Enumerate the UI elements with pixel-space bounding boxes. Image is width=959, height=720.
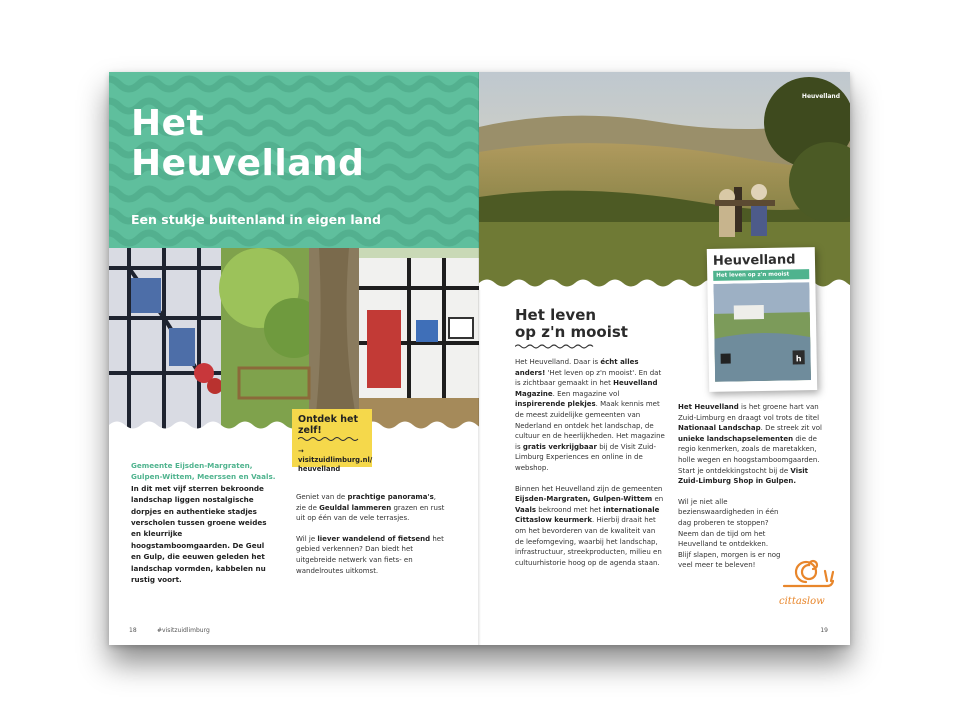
text-run: 'Het leven op z'n mooist'. En dat is zichtbaar gemaakt in het xyxy=(515,368,662,388)
discover-tag[interactable] xyxy=(292,409,373,473)
text-run: . De streek zit vol xyxy=(760,424,822,433)
text-run: en xyxy=(652,495,664,504)
section-badge: Heuvelland xyxy=(801,93,840,100)
tag-link[interactable] xyxy=(298,447,373,474)
paragraph xyxy=(678,402,828,487)
text-run: , zie de xyxy=(296,493,436,512)
page-number-left: 18 xyxy=(129,627,137,634)
text-run: die de regio kenmerken, zoals de maretakken, holle wegen en hoogstamboomgaarden. Start je ontdekkingstocht bij de xyxy=(678,434,820,475)
page-number-right: 19 xyxy=(820,627,828,634)
bold-run: écht alles anders! xyxy=(515,358,639,377)
section-title-line-1: Het leven xyxy=(515,306,597,324)
paragraph xyxy=(515,357,665,474)
bold-run: Nationaal Landschap xyxy=(678,424,761,433)
title-line-1: Het xyxy=(131,103,205,144)
right-column-1 xyxy=(515,357,665,578)
magazine-subtitle: Het leven op z'n mooist xyxy=(713,269,809,281)
text-run: Binnen het Heuvelland zijn de gemeenten xyxy=(515,484,663,493)
bold-run: liever wandelend of fietsend xyxy=(317,534,431,543)
magazine-title: Heuvelland xyxy=(712,252,796,269)
half-timbered-house-illustration xyxy=(109,248,479,432)
intro-body: In dit met vijf sterren bekroonde landschap liggen nostalgische dorpjes en authentieke stadjes verscholen tussen groene weides en kleurrijke hoogstamboomgaarden. De Geul en Gulp, die eeuwen geleden het landschap vormden, kabbelen nu rustig voort. xyxy=(131,483,267,585)
right-page xyxy=(479,72,850,645)
section-title-line-2: op z'n mooist xyxy=(515,323,628,341)
section-title xyxy=(515,307,628,341)
text-run: Het Heuvelland. Daar is xyxy=(515,358,601,366)
bold-run: internationale Cittaslow keurmerk xyxy=(515,505,660,525)
bold-run: Het Heuvelland xyxy=(678,403,739,411)
snail-icon xyxy=(779,552,834,594)
bold-run: Vaals xyxy=(515,505,537,514)
paragraph xyxy=(296,492,446,524)
text-run: grazen en rust uit op één van de vele terrasjes. xyxy=(296,503,445,523)
paragraph xyxy=(515,484,665,569)
bold-run: inspirerende plekjes xyxy=(515,400,596,409)
municipalities-text: Gemeente Eijsden-Margraten, Gulpen-Wittem, Meerssen en Vaals. xyxy=(131,461,276,482)
cittaslow-logo xyxy=(779,552,834,612)
text-run: bij de Visit Zuid-Limburg Experiences en online in de webshop. xyxy=(515,442,657,472)
left-page xyxy=(109,72,479,645)
tag-link-line-1: → visitzuidlimburg.nl/ xyxy=(298,447,373,464)
svg-text:h: h xyxy=(795,354,802,364)
bold-run: prachtige panorama's xyxy=(347,493,434,501)
text-run: het gebied verkennen? Dan biedt het uitgebreide netwerk van fiets- en wandelroutes uitkomst. xyxy=(296,534,444,575)
page-subtitle: Een stukje buitenland in eigen land xyxy=(131,212,381,227)
title-line-2: Heuvelland xyxy=(131,143,365,184)
bold-run: Heuvelland Magazine xyxy=(515,379,658,398)
text-run: . Maak kennis met de meest zuidelijke gemeenten van Nederland en ontdek het landschap, de cultuur en de heerlijkheden. Het magazine is xyxy=(515,400,665,451)
cover-landscape-illustration xyxy=(713,282,811,382)
text-run: is het groene hart van Zuid-Limburg en draagt vol trots de titel xyxy=(678,403,820,422)
intro-text xyxy=(131,460,276,585)
paragraph xyxy=(296,534,446,576)
text-run: . Hierbij draait het om het bevorderen van de kwaliteit van de leefomgeving, waarbij het landschap, infrastructuur, streekproducten, milieu en cultuurhistorie hoog op de agenda staan. xyxy=(515,516,662,567)
cittaslow-label: cittaslow xyxy=(779,596,825,607)
hero-banner xyxy=(109,72,479,248)
hashtag: #visitzuidlimburg xyxy=(157,627,210,634)
bold-run: gratis verkrijgbaar xyxy=(522,442,597,451)
text-run: bekroond met het xyxy=(536,505,604,514)
bold-run: unieke landschapselementen xyxy=(678,434,794,443)
magazine-cover xyxy=(707,247,817,392)
magazine-cover-photo xyxy=(713,282,811,382)
text-run: Geniet van de xyxy=(296,493,348,501)
tag-link-line-2: heuvelland xyxy=(298,465,341,473)
page-title xyxy=(131,104,364,184)
magazine-spread xyxy=(109,72,850,645)
tag-title: Ontdek het zelf! xyxy=(298,414,358,436)
text-run: Wil je xyxy=(296,534,318,543)
bold-run: Geuldal lammeren xyxy=(319,503,392,512)
left-column-2 xyxy=(296,492,446,586)
text-run: . Een magazine vol xyxy=(552,389,620,398)
bold-run: Visit Zuid-Limburg Shop in Gulpen. xyxy=(678,466,809,486)
section-squiggle xyxy=(515,344,595,349)
bold-run: Eijsden-Margraten, Gulpen-Wittem xyxy=(515,495,653,504)
village-photo xyxy=(109,248,479,432)
paragraph: Wil je niet alle bezienswaardigheden in één dag proberen te stoppen? Neem dan de tijd om het Heuvelland te ontdekken. Blijf slapen, morgen is er nog veel meer te beleven! xyxy=(678,497,781,570)
squiggle-underline xyxy=(298,437,360,441)
